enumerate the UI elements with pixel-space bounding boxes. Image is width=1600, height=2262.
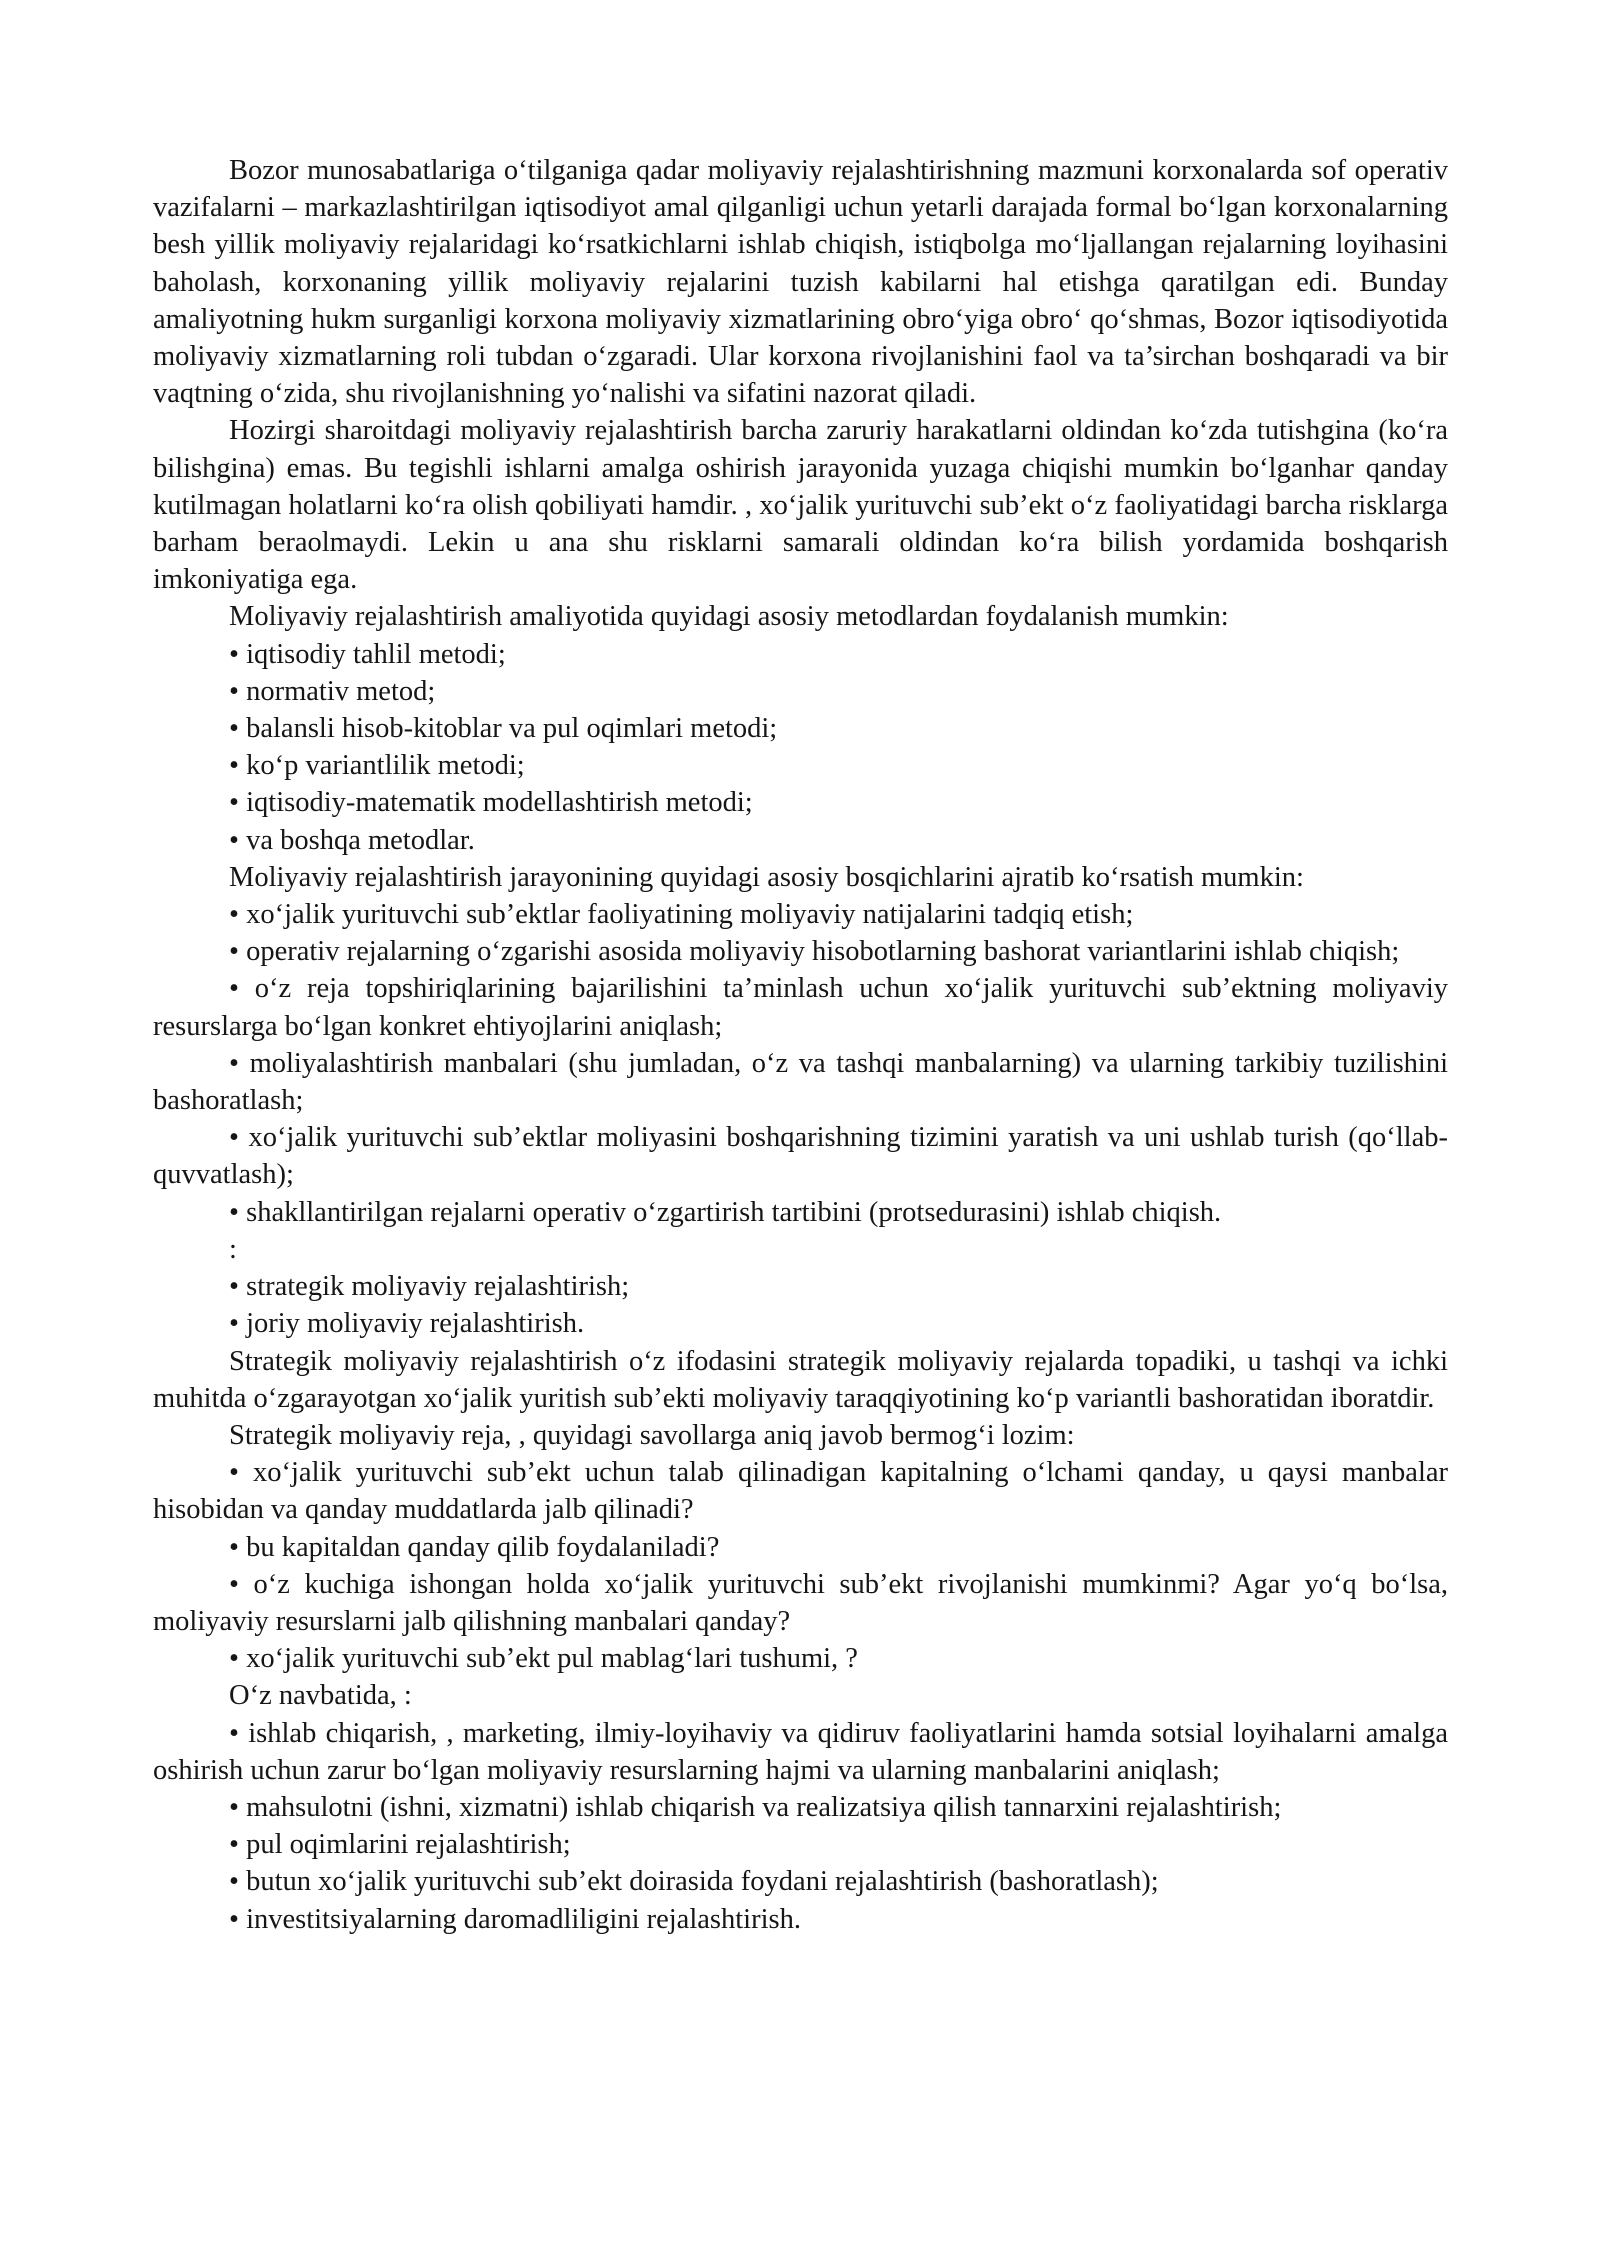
list-item-stage: • operativ rejalarning o‘zgarishi asosida moliyaviy hisobotlarning bashorat variantlarini ishlab chiqish; [229,936,1400,968]
paragraph-strategic-planning: Strategik moliyaviy rejalashtirish o‘z ifodasini strategik moliyaviy rejalarda topadiki, u tashqi va ichki muhitda o‘zgarayotgan xo‘jalik yuritish sub’ekti moliyaviy taraqqiyotining ko‘p variantli bashoratidan iboratdir. [153,1345,1448,1414]
list-item-question: • xo‘jalik yurituvchi sub’ekt uchun talab qilinadigan kapitalning o‘lchami qanday, u qaysi manbalar hisobidan va qanday muddatlarda jalb qilinadi? [153,1457,1448,1526]
list-item-question: • bu kapitaldan qanday qilib foydalaniladi? [229,1531,720,1563]
list-item-task: • investitsiyalarning daromadliligini rejalashtirish. [229,1903,801,1935]
paragraph-methods-intro: Moliyaviy rejalashtirish amaliyotida quyidagi asosiy metodlardan foydalanish mumkin: [229,601,1229,633]
list-item-stage: • shakllantirilgan rejalarni operativ o‘zgartirish tartibini (protsedurasini) ishlab chiqish. [229,1196,1222,1228]
list-item-method: • normativ metod; [229,675,436,707]
paragraph-colon: : [229,1233,237,1265]
list-item-question: • o‘z kuchiga ishongan holda xo‘jalik yurituvchi sub’ekt rivojlanishi mumkinmi? Agar yo‘q bo‘lsa, moliyaviy resurslarni jalb qilishning manbalari qanday? [153,1568,1448,1637]
list-item-question: • xo‘jalik yurituvchi sub’ekt pul mablag‘lari tushumi, ? [229,1643,858,1675]
list-item-task: • pul oqimlarini rejalashtirish; [229,1829,571,1861]
list-item-stage: • o‘z reja topshiriqlarining bajarilishini ta’minlash uchun xo‘jalik yurituvchi sub’ektning moliyaviy resurslarga bo‘lgan konkret ehtiyojlarini aniqlash; [153,973,1448,1042]
list-item-stage: • xo‘jalik yurituvchi sub’ektlar faoliyatining moliyaviy natijalarini tadqiq etish; [229,899,1134,931]
paragraph-strategic-questions-intro: Strategik moliyaviy reja, , quyidagi savollarga aniq javob bermog‘i lozim: [229,1419,1075,1451]
document-body [153,152,1448,1938]
list-item-stage: • xo‘jalik yurituvchi sub’ektlar moliyasini boshqarishning tizimini yaratish va uni ushlab turish (qo‘llab-quvvatlash); [153,1122,1448,1191]
paragraph-stages-intro: Moliyaviy rejalashtirish jarayonining quyidagi asosiy bosqichlarini ajratib ko‘rsatish mumkin: [229,861,1304,893]
paragraph-modern-planning: Hozirgi sharoitdagi moliyaviy rejalashtirish barcha zaruriy harakatlarni oldindan ko‘zda tutishgina (ko‘ra bilishgina) emas. Bu tegishli ishlarni amalga oshirish jarayonida yuzaga chiqishi mumkin bo‘lganhar qanday kutilmagan holatlarni ko‘ra olish qobiliyati hamdir. , xo‘jalik yurituvchi sub’ekt o‘z faoliyatidagi barcha risklarga barham beraolmaydi. Lekin u ana shu risklarni samarali oldindan ko‘ra bilish yordamida boshqarish imkoniyatiga ega. [153,415,1448,596]
list-item-method: • iqtisodiy-matematik modellashtirish metodi; [229,787,753,819]
paragraph-in-turn: O‘z navbatida, : [229,1680,412,1712]
list-item-task: • ishlab chiqarish, , marketing, ilmiy-loyihaviy va qidiruv faoliyatlarini hamda sotsial loyihalarni amalga oshirish uchun zarur bo‘lgan moliyaviy resurslarning hajmi va ularning manbalarini aniqlash; [153,1717,1448,1786]
list-item-planning-type: • joriy moliyaviy rejalashtirish. [229,1308,585,1340]
list-item-method: • ko‘p variantlilik metodi; [229,750,525,782]
list-item-stage: • moliyalashtirish manbalari (shu jumladan, o‘z va tashqi manbalarning) va ularning tarkibiy tuzilishini bashoratlash; [153,1047,1448,1117]
list-item-task: • mahsulotni (ishni, xizmatni) ishlab chiqarish va realizatsiya qilish tannarxini rejalashtirish; [229,1791,1282,1823]
list-item-task: • butun xo‘jalik yurituvchi sub’ekt doirasida foydani rejalashtirish (bashoratlash); [229,1866,1159,1898]
paragraph-intro: Bozor munosabatlariga o‘tilganiga qadar moliyaviy rejalashtirishning mazmuni korxonalarda sof operativ vazifalarni – markazlashtirilgan iqtisodiyot amal qilganligi uchun yetarli darajada formal bo‘lgan korxonalarning besh yillik moliyaviy rejalaridagi ko‘rsatkichlarni ishlab chiqish, istiqbolga mo‘ljallangan rejalarning loyihasini baholash, korxonaning yillik moliyaviy rejalarini tuzish kabilarni hal etishga qaratilgan edi. Bunday amaliyotning hukm surganligi korxona moliyaviy xizmatlarining obro‘yiga obro‘ qo‘shmas, Bozor iqtisodiyotida moliyaviy xizmatlarning roli tubdan o‘zgaradi. Ular korxona rivojlanishini faol va ta’sirchan boshqaradi va bir vaqtning o‘zida, shu rivojlanishning yo‘nalishi va sifatini nazorat qiladi. [153,155,1448,410]
list-item-method: • va boshqa metodlar. [229,824,475,856]
list-item-method: • iqtisodiy tahlil metodi; [229,638,506,670]
list-item-planning-type: • strategik moliyaviy rejalashtirish; [229,1271,630,1303]
list-item-method: • balansli hisob-kitoblar va pul oqimlari metodi; [229,713,778,745]
